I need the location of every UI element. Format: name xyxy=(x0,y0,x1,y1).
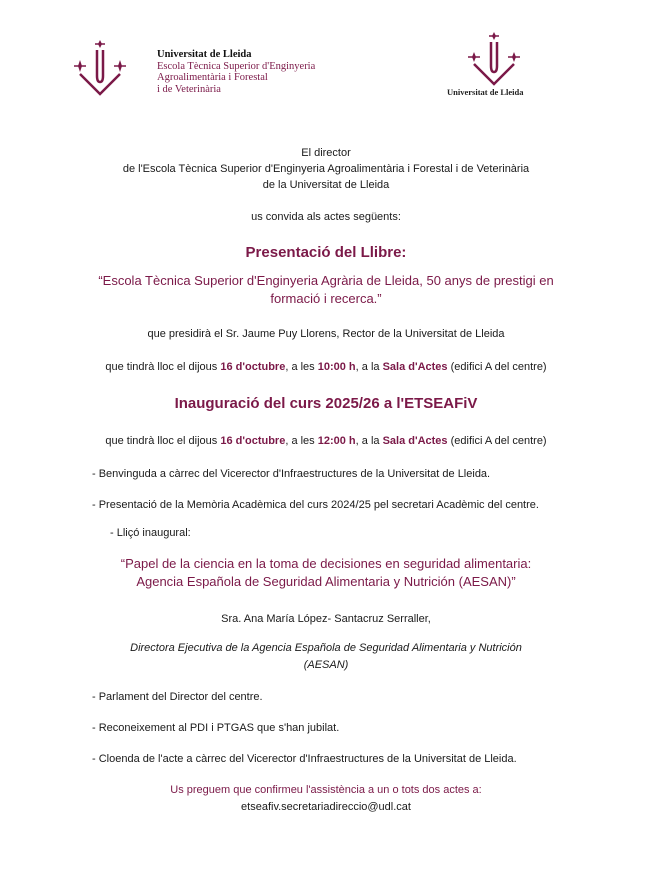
program-item: - Presentació de la Memòria Acadèmica del curs 2024/25 pel secretari Acadèmic del centre. xyxy=(92,499,539,511)
program-item: - Lliçó inaugural: xyxy=(110,527,191,539)
program-item: - Parlament del Director del centre. xyxy=(92,691,263,703)
university-logo-left xyxy=(72,38,128,98)
program-item: - Cloenda de l'acte a càrrec del Vicerector d'Infraestructures de la Universitat de Lleida. xyxy=(92,753,517,765)
program-item: - Reconeixement al PDI i PTGAS que s'han jubilat. xyxy=(92,722,340,734)
speaker-name: Sra. Ana María López- Santacruz Serraller, xyxy=(221,613,431,625)
when-text: (edifici A del centre) xyxy=(447,435,547,447)
when-text: que tindrà lloc el dijous xyxy=(105,435,221,447)
book-title-line2: formació i recerca.” xyxy=(270,291,382,306)
when-text: , a les xyxy=(285,361,318,373)
speaker-role-line1: Directora Ejecutiva de la Agencia Española de Seguridad Alimentaria y Nutrición xyxy=(130,642,522,654)
university-logo-right xyxy=(466,30,522,88)
rsvp-email-link[interactable]: etseafiv.secretariadireccio@udl.cat xyxy=(241,801,411,813)
intro-invite: us convida als actes següents: xyxy=(251,211,401,223)
lecture-title-line2: Agencia Española de Seguridad Alimentaria y Nutrición (AESAN)” xyxy=(136,574,516,589)
act2-when xyxy=(0,434,652,449)
intro-director: El director xyxy=(301,147,351,159)
event-time: 12:00 h xyxy=(317,435,356,447)
rsvp-text: Us preguem que confirmeu l'assistència a un o tots dos actes a: xyxy=(170,784,482,796)
school-name-line: i de Veterinària xyxy=(157,83,221,95)
school-name-line: Escola Tècnica Superior d'Enginyeria xyxy=(157,60,316,72)
university-caption: Universitat de Lleida xyxy=(447,87,524,97)
event-time: 10:00 h xyxy=(317,361,356,373)
book-title-line1: “Escola Tècnica Superior d'Enginyeria Agrària de Lleida, 50 anys de prestigi en xyxy=(98,273,554,288)
when-text: que tindrà lloc el dijous xyxy=(105,361,221,373)
school-name-block xyxy=(157,49,315,95)
act1-presider: que presidirà el Sr. Jaume Puy Llorens, Rector de la Universitat de Lleida xyxy=(147,328,505,340)
intro-university: de la Universitat de Lleida xyxy=(262,179,390,191)
event-date: 16 d'octubre xyxy=(220,435,286,447)
act1-title: Presentació del Llibre: xyxy=(245,244,407,261)
when-text: , a la xyxy=(355,361,383,373)
event-date: 16 d'octubre xyxy=(220,361,286,373)
intro-school: de l'Escola Tècnica Superior d'Enginyeria Agroalimentària i Forestal i de Veterinària xyxy=(122,163,530,175)
event-place: Sala d'Actes xyxy=(382,361,448,373)
event-place: Sala d'Actes xyxy=(382,435,448,447)
act2-title: Inauguració del curs 2025/26 a l'ETSEAFiV xyxy=(174,395,478,412)
lecture-title-line1: “Papel de la ciencia en la toma de decisiones en seguridad alimentaria: xyxy=(120,556,532,571)
when-text: , a la xyxy=(355,435,383,447)
program-item: - Benvinguda a càrrec del Vicerector d'Infraestructures de la Universitat de Lleida. xyxy=(92,468,491,480)
university-name: Universitat de Lleida xyxy=(157,49,252,60)
when-text: (edifici A del centre) xyxy=(447,361,547,373)
speaker-role-line2: (AESAN) xyxy=(303,659,349,671)
act1-when xyxy=(0,360,652,375)
when-text: , a les xyxy=(285,435,318,447)
school-name-line: Agroalimentària i Forestal xyxy=(157,72,268,83)
